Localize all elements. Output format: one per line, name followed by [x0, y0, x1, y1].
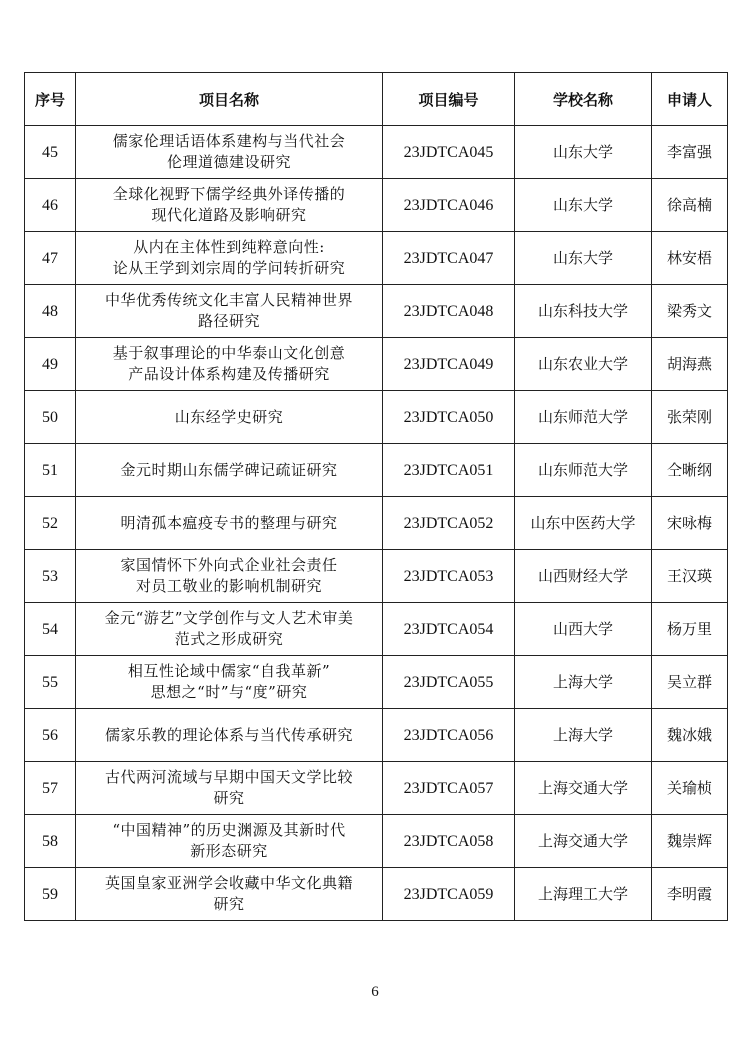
cell-applicant: 魏冰娥 — [652, 709, 728, 762]
cell-school-name: 上海交通大学 — [515, 762, 652, 815]
cell-project-code: 23JDTCA048 — [383, 285, 515, 338]
project-name-line: 产品设计体系构建及传播研究 — [128, 365, 330, 383]
project-name-line: 范式之形成研究 — [174, 630, 284, 648]
table-row — [25, 550, 728, 603]
cell-serial-number: 54 — [25, 603, 76, 656]
project-name-line: 金元时期山东儒学碑记疏证研究 — [120, 460, 338, 479]
project-name-line: 家国情怀下外向式企业社会责任 — [120, 556, 338, 574]
cell-project-name — [76, 815, 383, 868]
cell-project-name — [76, 603, 383, 656]
cell-applicant: 吴立群 — [652, 656, 728, 709]
cell-project-name — [76, 338, 383, 391]
project-name-line: 儒家乐教的理论体系与当代传承研究 — [104, 725, 353, 744]
cell-serial-number: 45 — [25, 126, 76, 179]
cell-school-name: 山东师范大学 — [515, 391, 652, 444]
cell-serial-number: 58 — [25, 815, 76, 868]
cell-serial-number: 50 — [25, 391, 76, 444]
header-serial-number: 序号 — [25, 73, 76, 126]
page-number: 6 — [371, 984, 379, 1000]
project-name-line: 中华优秀传统文化丰富人民精神世界 — [104, 291, 353, 309]
cell-school-name: 山东大学 — [515, 179, 652, 232]
header-school-name: 学校名称 — [515, 73, 652, 126]
table-row — [25, 179, 728, 232]
cell-project-code: 23JDTCA053 — [383, 550, 515, 603]
cell-school-name: 上海大学 — [515, 656, 652, 709]
project-name-line: 古代两河流域与早期中国天文学比较 — [104, 768, 353, 786]
table-header-row — [25, 73, 728, 126]
project-name-line: 明清孤本瘟疫专书的整理与研究 — [120, 513, 338, 532]
cell-project-code: 23JDTCA047 — [383, 232, 515, 285]
table-row — [25, 868, 728, 921]
table-row — [25, 656, 728, 709]
cell-project-name — [76, 179, 383, 232]
cell-applicant: 魏崇辉 — [652, 815, 728, 868]
header-applicant: 申请人 — [652, 73, 728, 126]
project-name-line: 基于叙事理论的中华泰山文化创意 — [112, 344, 346, 362]
cell-project-code: 23JDTCA046 — [383, 179, 515, 232]
cell-project-name — [76, 656, 383, 709]
cell-applicant: 胡海燕 — [652, 338, 728, 391]
cell-school-name: 山东中医药大学 — [515, 497, 652, 550]
cell-serial-number: 53 — [25, 550, 76, 603]
cell-serial-number: 51 — [25, 444, 76, 497]
cell-serial-number: 59 — [25, 868, 76, 921]
cell-serial-number: 56 — [25, 709, 76, 762]
project-name-line: 思想之“时”与“度”研究 — [150, 683, 308, 701]
cell-project-name — [76, 762, 383, 815]
cell-serial-number: 55 — [25, 656, 76, 709]
cell-project-name — [76, 709, 383, 762]
table-row — [25, 338, 728, 391]
cell-project-code: 23JDTCA050 — [383, 391, 515, 444]
cell-project-name — [76, 868, 383, 921]
cell-applicant: 李富强 — [652, 126, 728, 179]
cell-project-code: 23JDTCA049 — [383, 338, 515, 391]
project-name-line: 相互性论域中儒家“自我革新” — [127, 662, 331, 680]
project-name-line: 全球化视野下儒学经典外译传播的 — [112, 185, 346, 203]
cell-project-code: 23JDTCA056 — [383, 709, 515, 762]
cell-applicant: 杨万里 — [652, 603, 728, 656]
project-name-line: 金元“游艺”文学创作与文人艺术审美 — [104, 609, 354, 627]
project-name-line: “中国精神”的历史渊源及其新时代 — [112, 821, 346, 839]
cell-project-code: 23JDTCA054 — [383, 603, 515, 656]
cell-applicant: 梁秀文 — [652, 285, 728, 338]
project-name-line: 从内在主体性到纯粹意向性: — [133, 238, 325, 256]
table-body — [25, 126, 728, 921]
table-row — [25, 603, 728, 656]
cell-school-name: 山东师范大学 — [515, 444, 652, 497]
cell-project-name — [76, 126, 383, 179]
project-name-line: 新形态研究 — [190, 842, 268, 860]
project-name-line: 现代化道路及影响研究 — [151, 206, 307, 224]
table-row — [25, 709, 728, 762]
cell-project-name — [76, 497, 383, 550]
table-row — [25, 126, 728, 179]
cell-applicant: 张荣刚 — [652, 391, 728, 444]
header-project-code: 项目编号 — [383, 73, 515, 126]
cell-serial-number: 52 — [25, 497, 76, 550]
cell-applicant: 关瑜桢 — [652, 762, 728, 815]
cell-school-name: 上海交通大学 — [515, 815, 652, 868]
cell-project-code: 23JDTCA058 — [383, 815, 515, 868]
cell-project-name — [76, 232, 383, 285]
cell-project-code: 23JDTCA055 — [383, 656, 515, 709]
cell-applicant: 宋咏梅 — [652, 497, 728, 550]
cell-project-name — [76, 285, 383, 338]
table-row — [25, 815, 728, 868]
project-name-line: 儒家伦理话语体系建构与当代社会 — [112, 132, 346, 150]
cell-applicant: 徐高楠 — [652, 179, 728, 232]
cell-applicant: 王汉瑛 — [652, 550, 728, 603]
cell-serial-number: 46 — [25, 179, 76, 232]
cell-applicant: 仝晰纲 — [652, 444, 728, 497]
cell-project-code: 23JDTCA059 — [383, 868, 515, 921]
cell-school-name: 山西大学 — [515, 603, 652, 656]
table-row — [25, 232, 728, 285]
header-project-name: 项目名称 — [76, 73, 383, 126]
cell-school-name: 上海大学 — [515, 709, 652, 762]
cell-applicant: 李明霞 — [652, 868, 728, 921]
cell-project-code: 23JDTCA057 — [383, 762, 515, 815]
project-name-line: 研究 — [213, 789, 245, 807]
cell-school-name: 山东大学 — [515, 232, 652, 285]
project-table — [24, 72, 728, 921]
cell-school-name: 山西财经大学 — [515, 550, 652, 603]
project-name-line: 对员工敬业的影响机制研究 — [135, 577, 322, 595]
cell-project-code: 23JDTCA045 — [383, 126, 515, 179]
cell-school-name: 山东大学 — [515, 126, 652, 179]
cell-serial-number: 48 — [25, 285, 76, 338]
cell-school-name: 山东农业大学 — [515, 338, 652, 391]
cell-school-name: 山东科技大学 — [515, 285, 652, 338]
table-row — [25, 285, 728, 338]
cell-serial-number: 57 — [25, 762, 76, 815]
project-name-line: 路径研究 — [197, 312, 260, 330]
project-name-line: 研究 — [213, 895, 245, 913]
cell-serial-number: 47 — [25, 232, 76, 285]
cell-project-code: 23JDTCA051 — [383, 444, 515, 497]
table-row — [25, 762, 728, 815]
cell-school-name: 上海理工大学 — [515, 868, 652, 921]
cell-project-code: 23JDTCA052 — [383, 497, 515, 550]
cell-project-name — [76, 550, 383, 603]
cell-project-name — [76, 391, 383, 444]
project-name-line: 论从王学到刘宗周的学问转折研究 — [112, 259, 346, 277]
cell-applicant: 林安梧 — [652, 232, 728, 285]
table-row — [25, 497, 728, 550]
table-row — [25, 444, 728, 497]
project-name-line: 山东经学史研究 — [174, 407, 284, 426]
project-name-line: 英国皇家亚洲学会收藏中华文化典籍 — [104, 874, 353, 892]
cell-serial-number: 49 — [25, 338, 76, 391]
project-name-line: 伦理道德建设研究 — [166, 153, 291, 171]
table-row — [25, 391, 728, 444]
cell-project-name — [76, 444, 383, 497]
